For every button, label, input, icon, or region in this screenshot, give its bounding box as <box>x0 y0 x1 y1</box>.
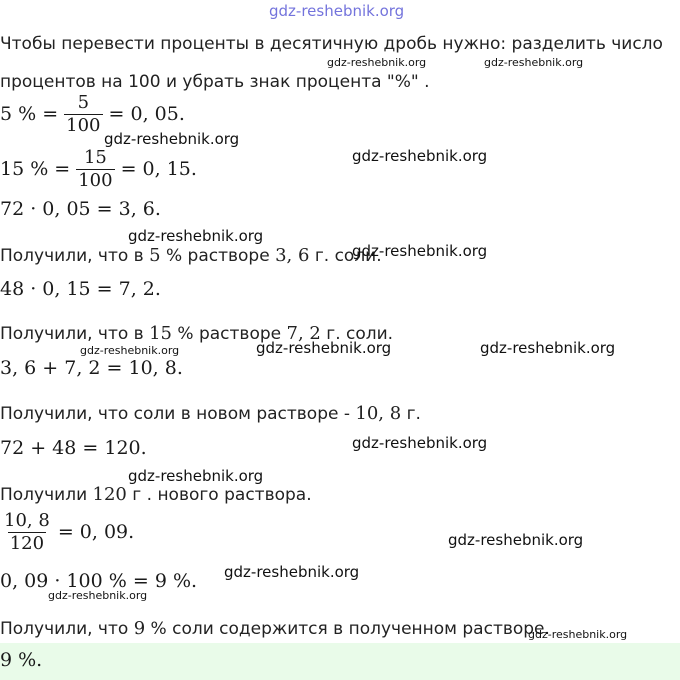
eq1-numerator: 5 <box>77 91 90 113</box>
equation-3: 72 · 0, 05 = 3, 6. <box>0 198 161 220</box>
watermark: gdz-reshebnik.org <box>128 227 264 245</box>
result-4-text: Получили <box>0 485 93 505</box>
result-3-text: Получили, что соли в новом растворе - <box>0 404 356 424</box>
eq7-denominator: 120 <box>9 532 45 554</box>
watermark: gdz-reshebnik.org <box>352 434 488 452</box>
eq2-denominator: 100 <box>78 169 113 191</box>
result-2-mass: 7, 2 <box>286 323 321 344</box>
watermark: gdz-reshebnik.org <box>352 147 488 165</box>
watermark-small: gdz-reshebnik.org <box>327 56 427 69</box>
watermark: gdz-reshebnik.org <box>104 130 240 148</box>
eq1-rhs: = 0, 05. <box>108 103 185 125</box>
watermark: gdz-reshebnik.org <box>352 242 488 260</box>
answer-value: 9 %. <box>0 649 43 671</box>
equation-4: 48 · 0, 15 = 7, 2. <box>0 278 161 300</box>
result-3-text: г. <box>401 404 421 424</box>
result-1-mass: 3, 6 <box>275 245 310 266</box>
result-2-text: % растворе <box>172 324 287 344</box>
result-3-value: 10, 8 <box>355 403 402 424</box>
eq2-rhs: = 0, 15. <box>120 158 197 180</box>
result-5-text: Получили, что <box>0 619 134 639</box>
result-line-5 <box>0 618 550 639</box>
result-5-value: 9 <box>133 618 146 639</box>
eq7-fraction <box>2 511 52 554</box>
intro-line-1: Чтобы перевести проценты в десятичную дробь нужно: разделить число <box>0 34 663 54</box>
result-line-3 <box>0 403 421 424</box>
eq2-numerator: 15 <box>83 146 107 168</box>
result-2-text: Получили, что в <box>0 324 150 344</box>
eq7-numerator: 10, 8 <box>4 509 50 531</box>
eq7-rhs: = 0, 09. <box>57 521 135 543</box>
result-4-value: 120 <box>92 484 127 505</box>
watermark: gdz-reshebnik.org <box>480 339 616 357</box>
result-1-text: % растворе <box>160 246 276 266</box>
result-5-text: % соли содержится в полученном растворе. <box>145 619 550 639</box>
eq2-lhs: 15 % = <box>0 158 71 180</box>
watermark-small: gdz-reshebnik.org <box>80 344 180 357</box>
watermark-small: gdz-reshebnik.org <box>484 56 584 69</box>
eq1-lhs: 5 % = <box>0 103 59 125</box>
result-line-1 <box>0 245 382 266</box>
watermark-small: gdz-reshebnik.org <box>528 628 628 641</box>
equation-6: 72 + 48 = 120. <box>0 437 147 459</box>
eq2-fraction <box>76 148 114 191</box>
equation-7 <box>0 510 134 554</box>
answer-box <box>0 643 680 680</box>
watermark: gdz-reshebnik.org <box>224 563 360 581</box>
watermark: gdz-reshebnik.org <box>256 339 392 357</box>
watermark: gdz-reshebnik.org <box>128 467 264 485</box>
result-1-text: Получили, что в <box>0 246 150 266</box>
result-4-text: г . нового раствора. <box>126 485 312 505</box>
eq1-fraction <box>64 93 102 136</box>
result-line-4 <box>0 484 312 505</box>
result-1-text: г. соли. <box>309 246 382 266</box>
result-2-text: г. соли. <box>320 324 394 344</box>
equation-5: 3, 6 + 7, 2 = 10, 8. <box>0 357 183 379</box>
watermark: gdz-reshebnik.org <box>448 531 584 549</box>
equation-2 <box>0 147 197 191</box>
equation-8: 0, 09 · 100 % = 9 %. <box>0 570 198 592</box>
eq1-denominator: 100 <box>66 114 101 136</box>
result-1-value: 5 <box>149 245 161 266</box>
result-2-value: 15 <box>149 323 173 344</box>
watermark-top: gdz-reshebnik.org <box>269 2 405 20</box>
watermark-small: gdz-reshebnik.org <box>48 589 148 602</box>
intro-line-2: процентов на 100 и убрать знак процента "%" . <box>0 72 430 92</box>
